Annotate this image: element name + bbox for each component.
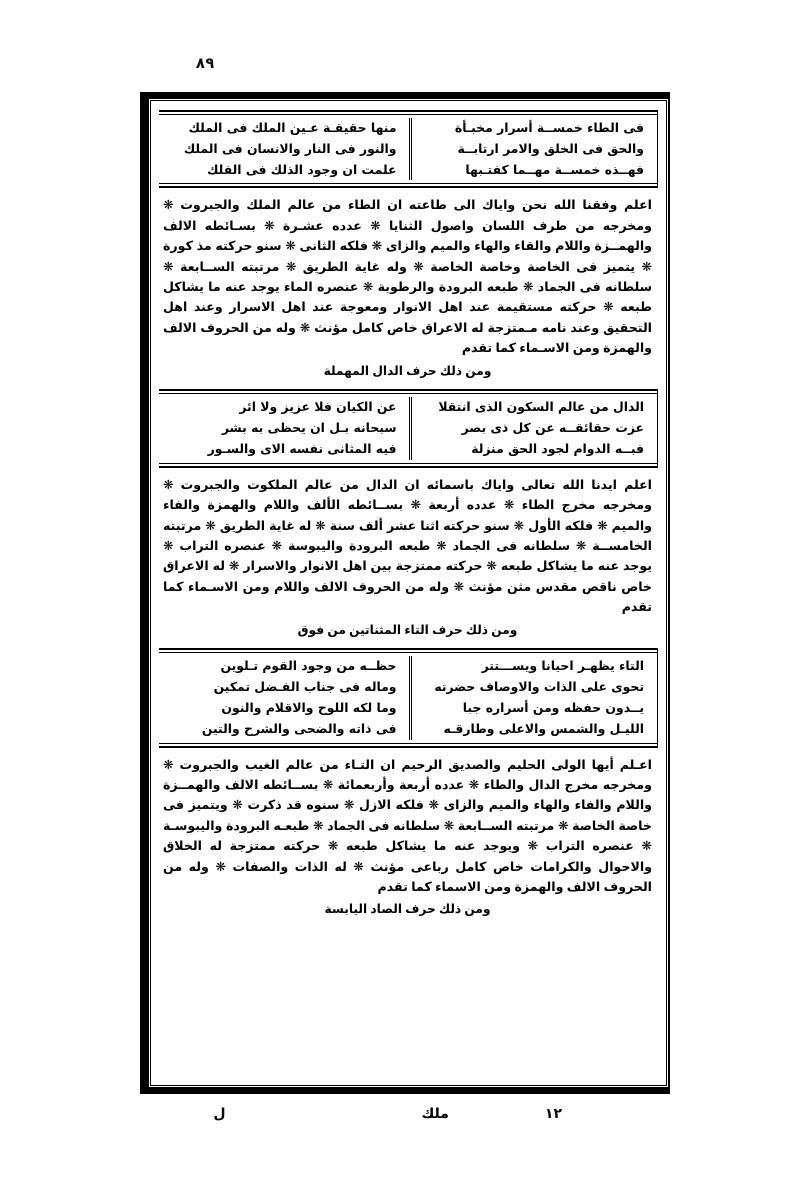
prose-paragraph: اعلم وفقنا الله نحن واياك الى طاعته ان الطاء من عالم الملك والجبروت ❋ ومخرجه من طرف اللسان واصول الثنايا ❋ عدده عشـرة ❋ بسـائطه الالف والهمــزة واللام والقاء والهاء والميم والزاى ❋ فلكه الثانى ❋ سنو حركته مذ كورة ❋ يتميز فى الخاصة وخاصة الخاصة ❋ وله غاية الطريق ❋ مرتبته الســابعة ❋ سلطانه فى الجماد ❋ طبعه البرودة والرطوبة ❋ عنصره الماء يوجد عنه ما يشاكل طبعه ❋ حركته مستقيمة عند اهل الانوار ومعوجة عند اهل الاسرار وعند اهل التحقيق وعند نامه مـمتزجة له الاعراق خاص كامل مؤنث ❋ وله من الحروف الالف والهمزة ومن الاسـماء كما تقدم (163, 197, 652, 356)
verse-grid-1 (159, 112, 658, 186)
verse-line: يــدون حفظه ومن أسراره جبا (462, 700, 644, 716)
verse-column-left-2 (163, 397, 409, 459)
verse-line: التاء يظهـر احيانا ويســـتتر (481, 658, 644, 674)
verse-table-1 (159, 110, 658, 188)
verse-line: فى الطاء خمســة أسرار مخبـأة (454, 120, 644, 135)
verse-line: الليـل والشمس والاعلى وطارقـه (443, 720, 644, 736)
verse-line: عزت حقائقــه عن كل ذى بصر (461, 420, 644, 436)
verse-line: عن الكيان فلا عزيز ولا ائر (239, 399, 397, 415)
verse-line: تحوى على الذات والاوصاف حضرته (434, 679, 644, 695)
footer-signature-mark: ل (213, 1106, 226, 1122)
verse-grid-2 (159, 391, 658, 465)
verse-column-right-1 (409, 118, 655, 180)
section-heading: ومن ذلك حرف الصاد اليابسة (324, 902, 491, 917)
prose-block-1 (159, 191, 658, 386)
verse-grid-3 (159, 650, 658, 745)
verse-line: فى ذاته والضحى والشرح والتين (201, 720, 397, 736)
prose-block-2 (159, 471, 658, 646)
verse-line: فيه المثانى نفسه الاى والسـور (207, 441, 397, 457)
verse-line: وماله فى جناب الفـضل تمكين (213, 679, 397, 695)
prose-paragraph: اعلم ايدنا الله تعالى واياك باسمائه ان الدال من عالم الملكوت والجبروت ❋ ومخرجه مخرج الطاء ❋ عدده أربعة ❋ بســائطه الألف واللام والهمزة والفاء والميم ❋ فلكه الأول ❋ سنو حركته اثنا عشر ألف سنة ❋ له غاية الطريق ❋ مرتبته الخامســة ❋ سلطانه فى الجماد ❋ طبعه البرودة واليبوسة ❋ عنصره التراب ❋ يوجد عنه ما يشاكل طبعه ❋ حركته ممتزجة بين اهل الانوار والاسرار ❋ له الاعراق خاص ناقص مقدس مثن مؤنث ❋ وله من الحروف الالف واللام ومن الاسـماء كما تقدم (163, 476, 652, 615)
verse-line: سبحانه بـل ان يحظى به بشر (221, 420, 397, 436)
footer-catchword: ١٢ (544, 1106, 562, 1122)
verse-line: الدال من عالم السكون الذى انتقلا (438, 399, 644, 415)
verse-column-right-3 (409, 656, 655, 739)
footer-marks (140, 1106, 670, 1146)
verse-column-left-3 (163, 656, 409, 739)
page-frame-inner (150, 100, 667, 1086)
verse-line: والنور فى النار والانسان فى الملك (183, 140, 397, 156)
verse-column-left-1 (163, 118, 409, 180)
verse-table-3 (159, 648, 658, 747)
verse-line: حظــه من وجود القوم تـلوين (220, 658, 397, 674)
section-heading: ومن ذلك حرف التاء المثناتين من فوق (297, 622, 518, 637)
page-frame (140, 92, 670, 1094)
verse-line: والحق فى الخلق والامر ارتابــة (457, 140, 644, 156)
verse-line: وما لكه اللوح والاقلام والنون (221, 700, 397, 716)
verse-table-2 (159, 389, 658, 467)
verse-line: فهــذه خمســة مهــما كفتـبها (465, 161, 644, 177)
section-heading: ومن ذلك حرف الدال المهملة (323, 363, 492, 378)
prose-block-3 (159, 751, 658, 926)
prose-paragraph: اعـلم أيها الولى الحليم والصديق الرحيم ان التـاء من عالم الغيب والجبروت ❋ ومخرجه مخرج الدال والطاء ❋ عدده أربعة وأربعمائة ❋ بســائطه الالف والهمــزة واللام والفاء والهاء والميم والزاى ❋ فلكه الازل ❋ سنوه قد ذكرت ❋ ويتميز فى خاصة الخاصة ❋ مرتبته الســابعة ❋ سلطانه فى الجماد ❋ طبعـه البرودة واليبوسـة ❋ عنصره التراب ❋ ويوجد عنه ما يشاكل طبعه ❋ حركته ممتزجة له الخلاق والاحوال والكرامات خاص كامل رباعى مؤنث ❋ له الذات والصفات ❋ وله من الحروف الالف والهمزة ومن الاسماء كما تقدم (163, 756, 652, 895)
verse-line: منها حقيقـة عـين الملك فى الملك (188, 120, 397, 135)
footer-middle-mark: ملك (421, 1106, 449, 1122)
verse-line: فبــه الدوام لجود الحق منزلة (471, 441, 644, 457)
folio-number: ٨٩ (195, 54, 215, 72)
verse-column-right-2 (409, 397, 655, 459)
verse-line: علمت ان وجود الذلك فى الفلك (207, 161, 397, 177)
